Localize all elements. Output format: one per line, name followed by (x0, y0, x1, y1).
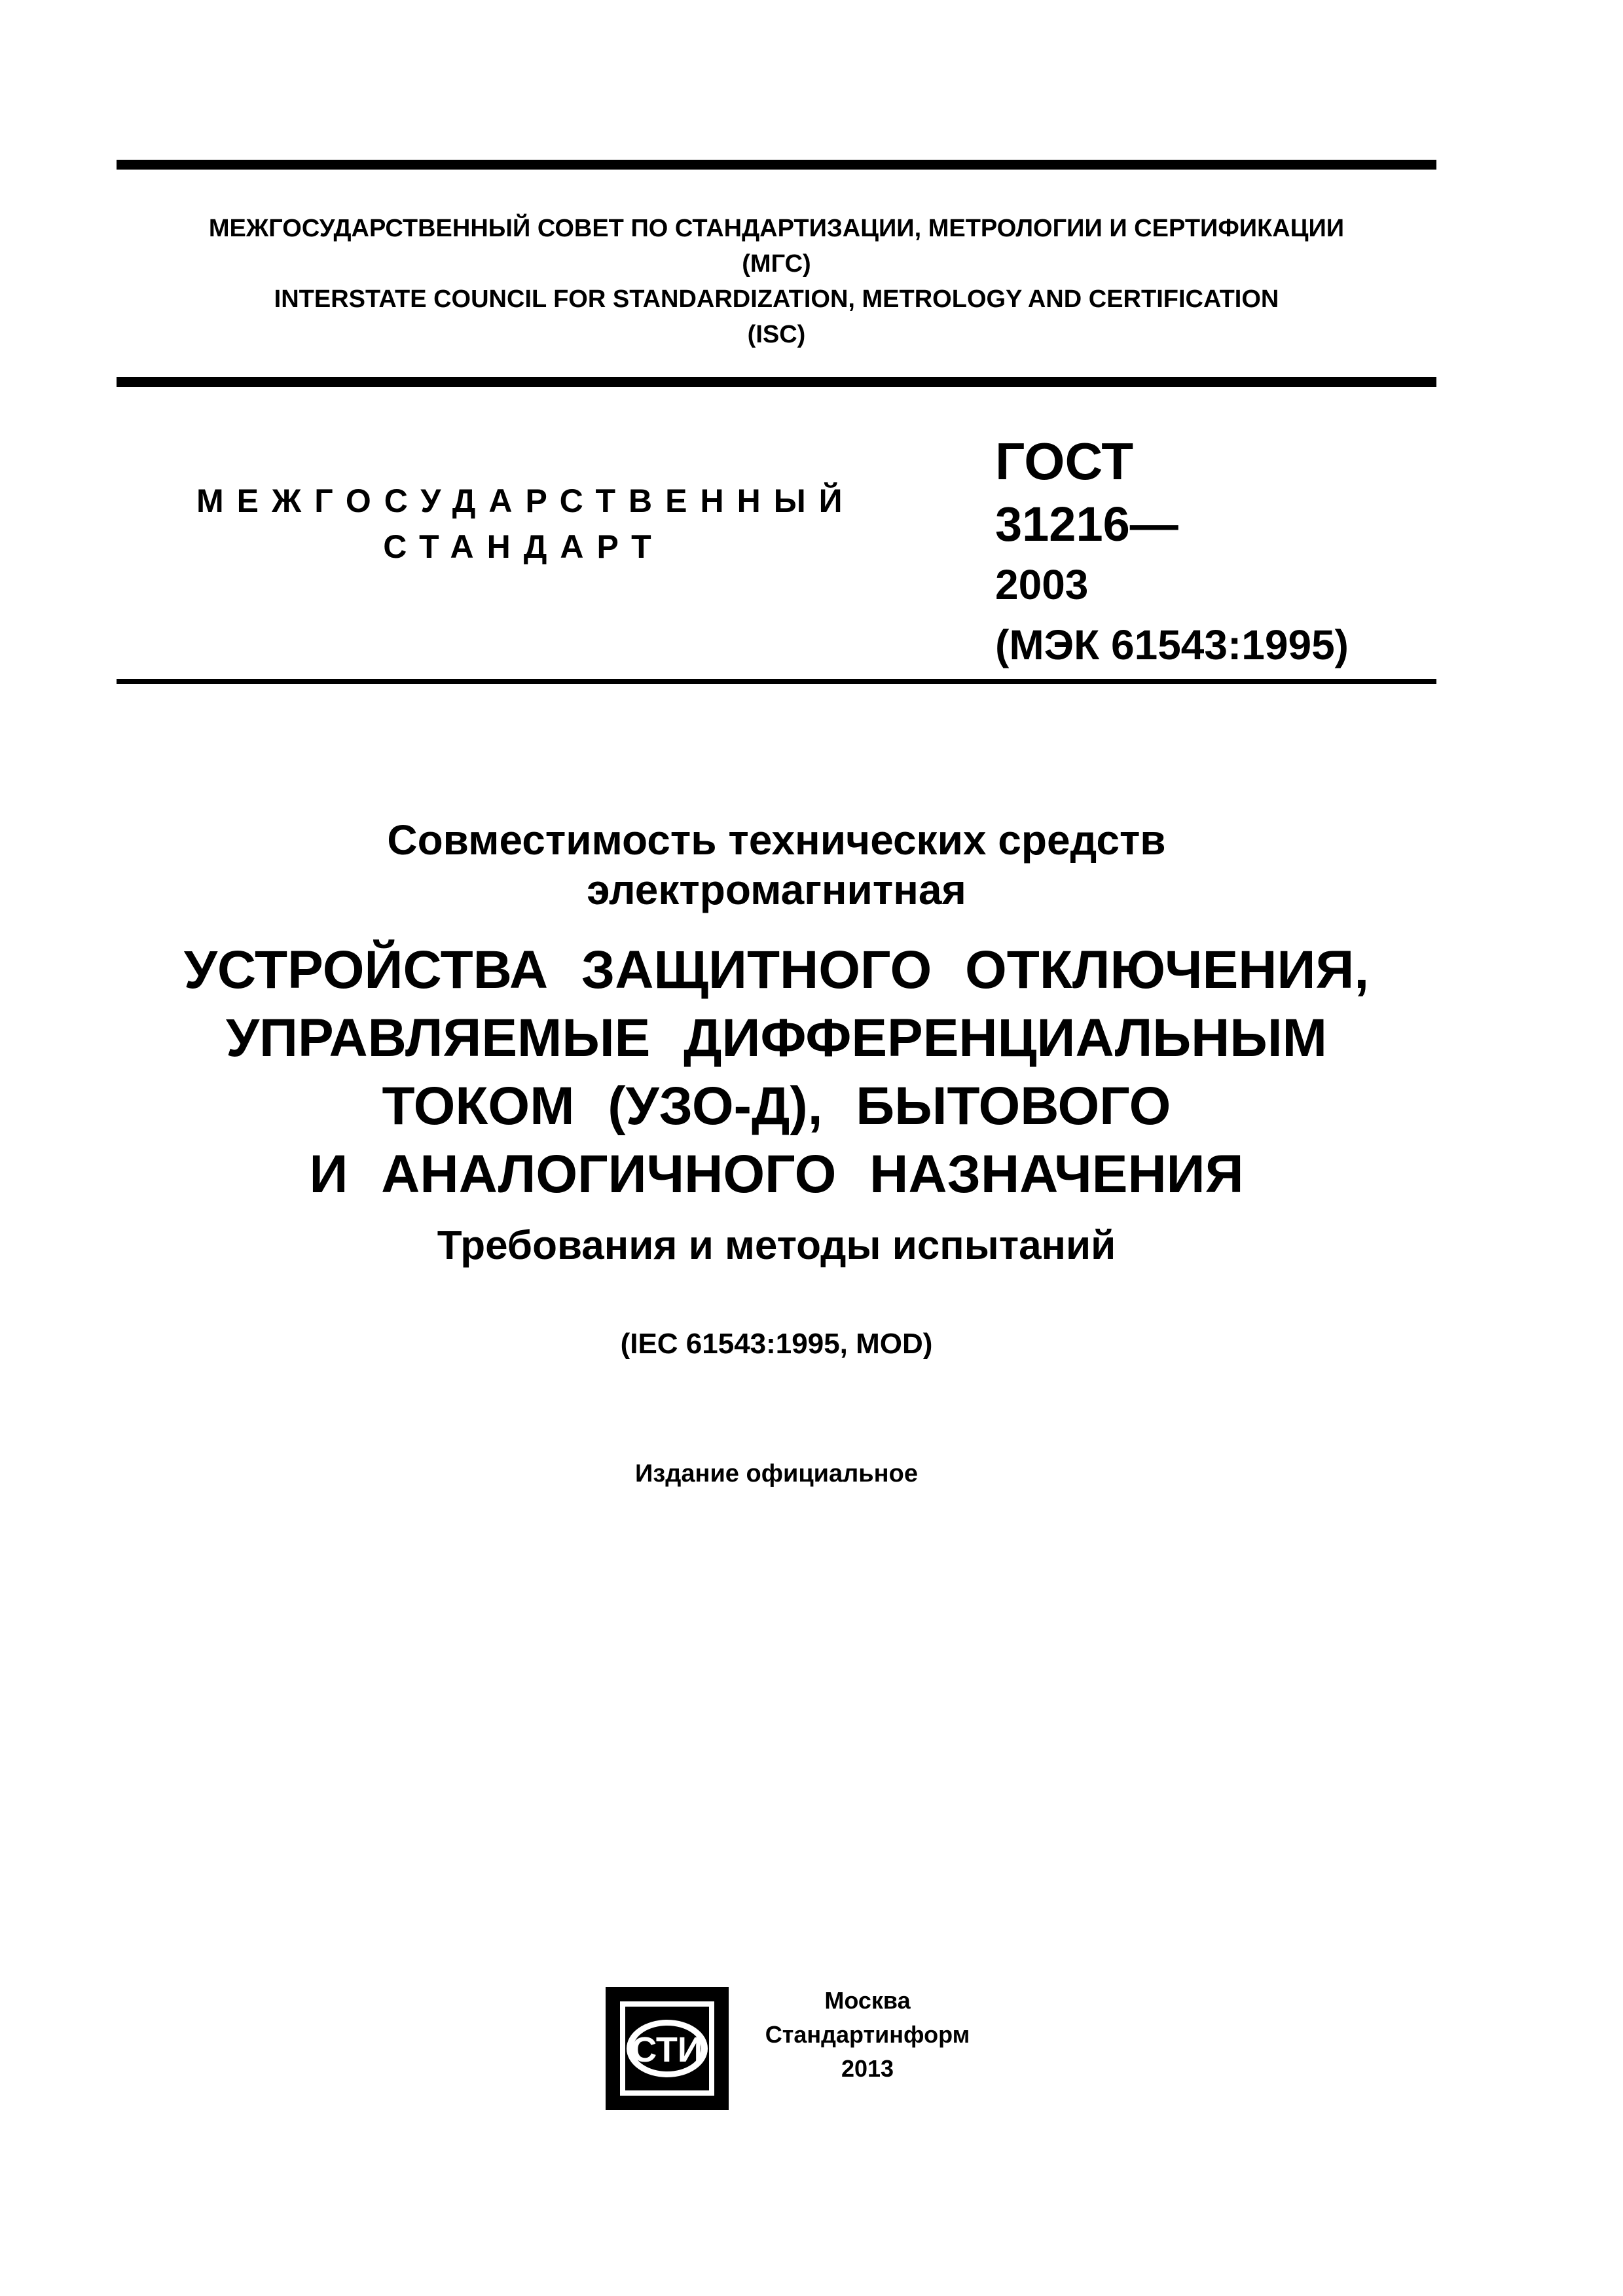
iec-reference-text: (IEC 61543:1995, MOD) (620, 1328, 933, 1360)
designation-divider-rule (117, 679, 1436, 684)
main-title-line4: И АНАЛОГИЧНОГО НАЗНАЧЕНИЯ (309, 1144, 1244, 1204)
gost-number: 31216— (995, 497, 1178, 551)
subject-line2: электромагнитная (587, 866, 966, 913)
standard-type-label (196, 478, 856, 570)
document-requirements-subtitle (117, 1221, 1436, 1271)
iec-reference (117, 1326, 1436, 1362)
document-main-title (117, 936, 1436, 1209)
gost-year: 2003 (995, 561, 1089, 608)
gost-designation (995, 429, 1349, 675)
edition-note (117, 1457, 1436, 1490)
document-subject (117, 815, 1436, 915)
main-title-line2: УПРАВЛЯЕМЫЕ ДИФФЕРЕНЦИАЛЬНЫМ (226, 1008, 1327, 1068)
council-abbr-en: (ISC) (747, 321, 806, 348)
gost-iec-equivalent: (МЭК 61543:1995) (995, 621, 1349, 668)
gost-label: ГОСТ (995, 432, 1134, 490)
standard-type-line2: СТАНДАРТ (383, 528, 665, 565)
subject-line1: Совместимость технических средств (387, 816, 1166, 864)
main-title-line3: ТОКОМ (УЗО-Д), БЫТОВОГО (382, 1076, 1171, 1136)
publisher-name: Стандартинформ (765, 2021, 970, 2048)
council-header (117, 211, 1436, 352)
standard-type-line1: МЕЖГОСУДАРСТВЕННЫЙ (196, 483, 856, 519)
publisher-block (606, 1984, 998, 2115)
council-name-ru: МЕЖГОСУДАРСТВЕННЫЙ СОВЕТ ПО СТАНДАРТИЗАЦИИ, МЕТРОЛОГИИ И СЕРТИФИКАЦИИ (208, 215, 1345, 242)
council-abbr-ru: (МГС) (742, 250, 811, 278)
logo-lettering: СТИ (631, 2030, 703, 2069)
publisher-text (737, 1984, 998, 2086)
requirements-text: Требования и методы испытаний (437, 1223, 1116, 1268)
council-name-en: INTERSTATE COUNCIL FOR STANDARDIZATION, METROLOGY AND CERTIFICATION (274, 285, 1279, 313)
publisher-city: Москва (824, 1987, 911, 2014)
top-divider-rule (117, 160, 1436, 170)
edition-text: Издание официальное (635, 1460, 918, 1487)
council-divider-rule (117, 377, 1436, 387)
publisher-year: 2013 (841, 2055, 894, 2082)
standartinform-logo-icon (606, 1987, 729, 2110)
main-title-line1: УСТРОЙСТВА ЗАЩИТНОГО ОТКЛЮЧЕНИЯ, (183, 940, 1370, 1000)
